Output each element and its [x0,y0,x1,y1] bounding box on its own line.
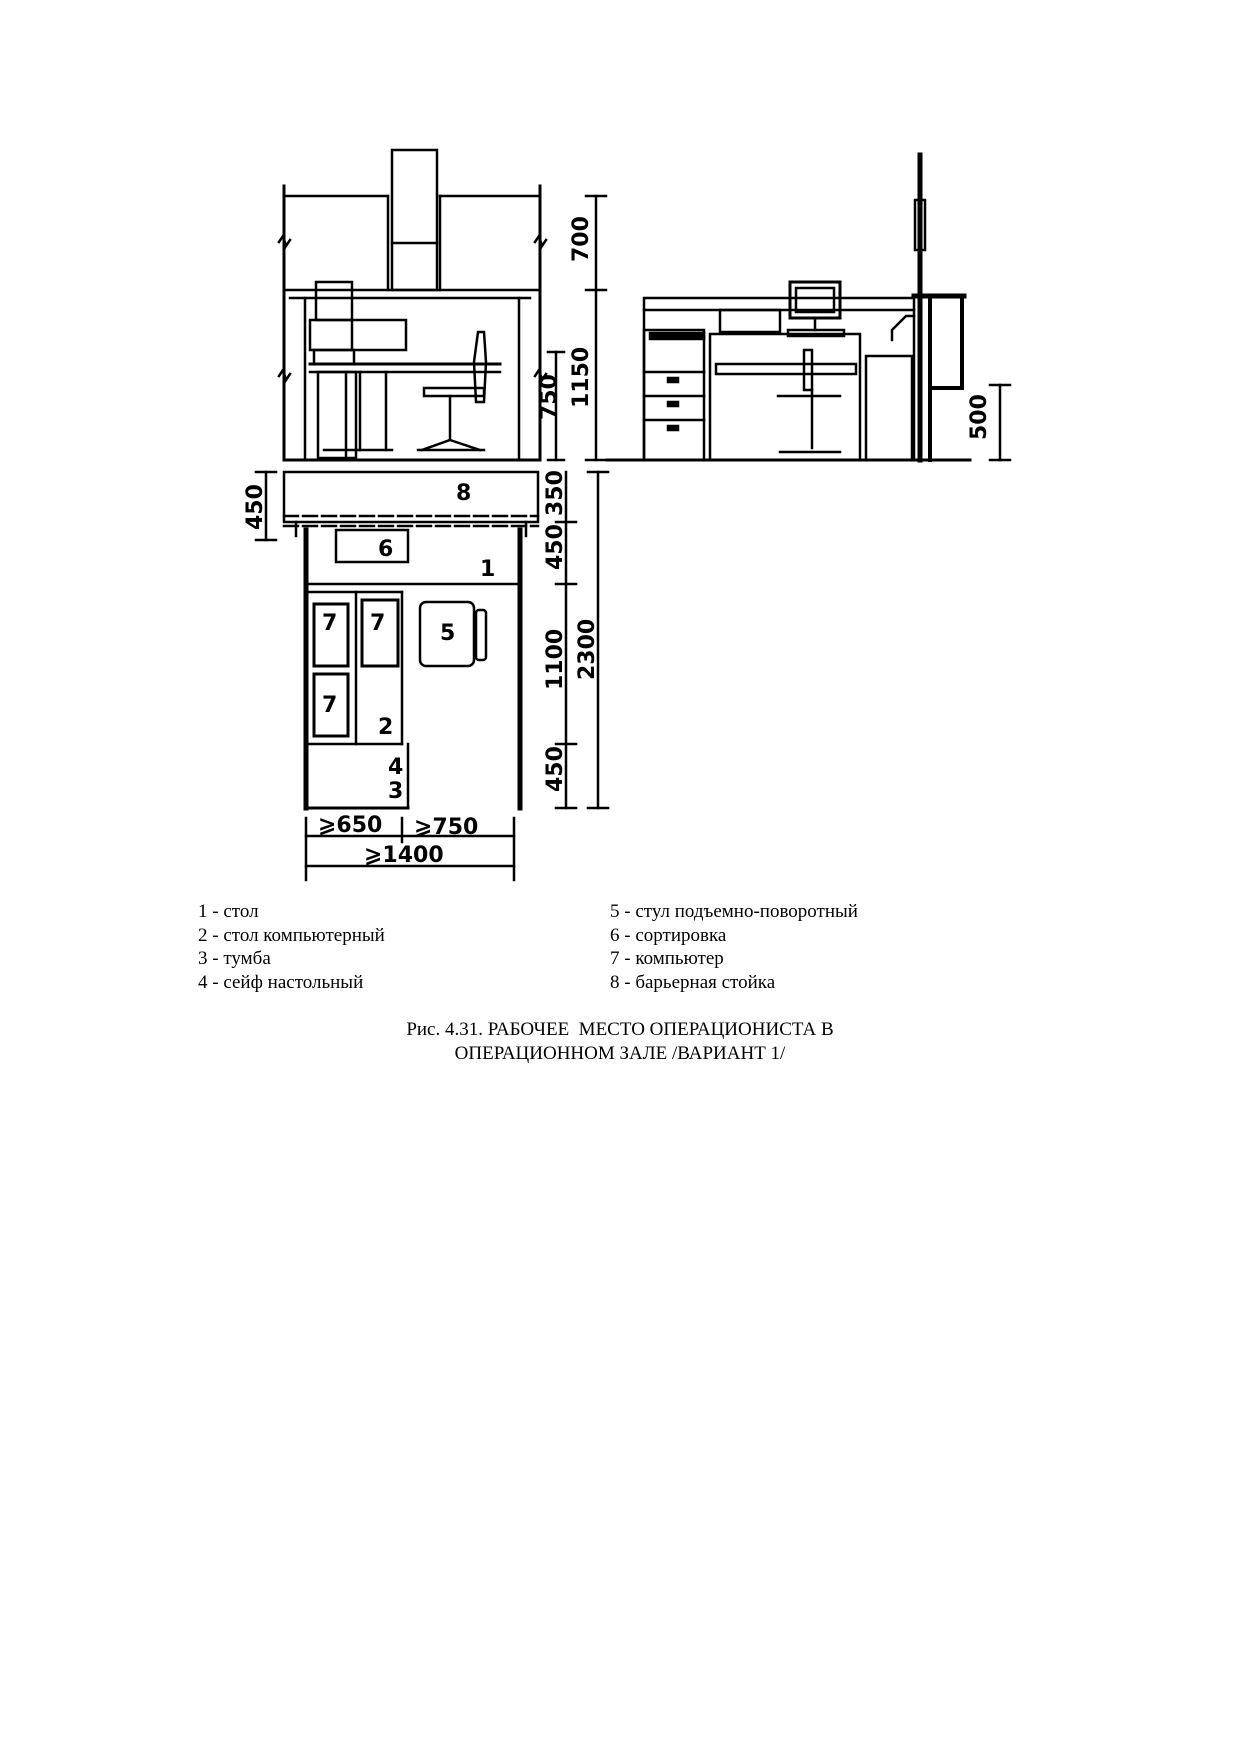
dim-350: 350 [543,470,568,516]
marker-7c: 7 [322,693,338,718]
legend-left [198,900,385,994]
marker-3: 3 [388,779,404,804]
marker-7b: 7 [370,611,386,636]
dim-450-bottom: 450 [543,746,568,792]
dim-1400: ⩾1400 [364,843,444,868]
legend-item-1: 1 - стол [198,901,259,922]
marker-1: 1 [480,557,496,582]
legend-item-6: 6 - сортировка [610,924,727,946]
dim-500: 500 [967,394,992,440]
marker-2: 2 [378,715,394,740]
legend-item-3: 3 - тумба [198,948,271,969]
dim-1150: 1150 [569,346,594,408]
dim-700: 700 [569,216,594,262]
marker-6: 6 [378,537,394,562]
dim-750: 750 [537,374,562,420]
dim-2300: 2300 [575,618,600,680]
marker-7a: 7 [322,611,338,636]
figure-caption [0,1018,1240,1066]
dim-1100: 1100 [543,628,568,690]
caption-line-1: Рис. 4.31. РАБОЧЕЕ МЕСТО ОПЕРАЦИОНИСТА В [406,1019,834,1040]
legend-item-4: 4 - сейф настольный [198,971,364,993]
marker-8: 8 [456,481,472,506]
legend-item-5: 5 - стул подъемно-поворотный [610,901,858,922]
marker-5: 5 [440,621,456,646]
legend-item-8: 8 - барьерная стойка [610,971,776,993]
dim-750-width: ⩾750 [414,815,479,840]
dim-650: ⩾650 [318,813,383,838]
dim-450-left: 450 [243,484,268,530]
dim-450-top: 450 [543,524,568,570]
side-elevation [607,155,1010,460]
legend-item-2: 2 - стол компьютерный [198,924,385,946]
caption-line-2: ОПЕРАЦИОННОМ ЗАЛЕ /ВАРИАНТ 1/ [454,1043,786,1064]
legend-item-7: 7 - компьютер [610,948,724,969]
legend-right [610,900,858,994]
marker-4: 4 [388,755,404,780]
